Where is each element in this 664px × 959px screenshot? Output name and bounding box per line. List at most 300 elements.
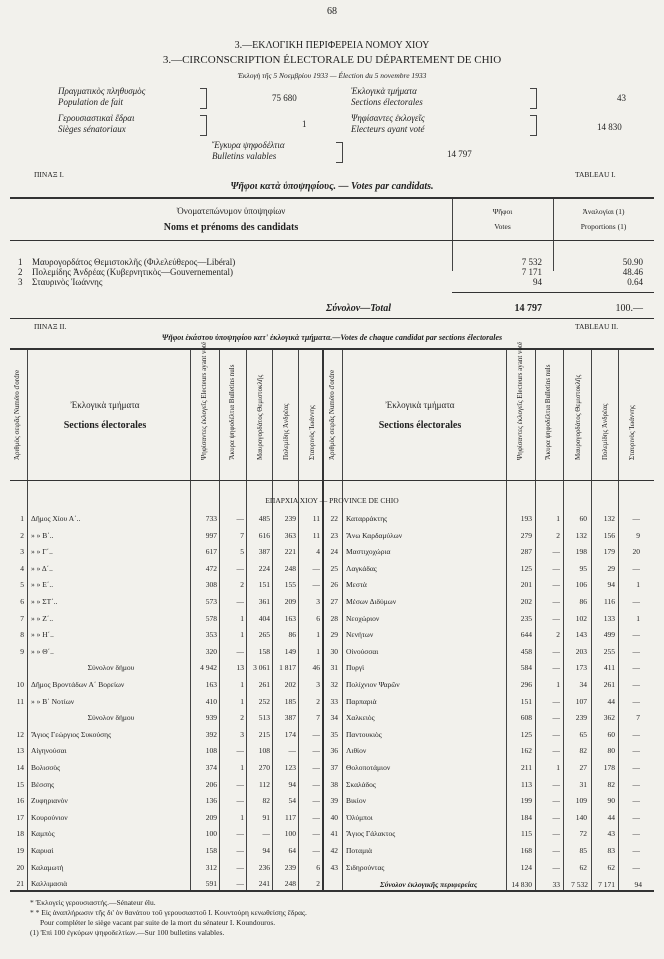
row-number: 10 [16,680,24,689]
row-section-name: » » Γ΄.. [31,547,53,557]
row-candidate2: 44 [607,812,615,822]
t1-row-no: 2 [18,267,23,277]
table-row [0,713,664,729]
row-number: 25 [330,563,338,573]
row-candidate2: 100 [284,829,296,839]
row-void: 1 [556,763,560,772]
row-candidate2: 156 [603,530,615,540]
t2-col-section-fr-left: Sections électorales [63,420,147,431]
row-void: 7 [240,530,244,540]
row-void: — [552,696,560,706]
row-voters: 115 [521,829,532,839]
table-row [0,846,664,862]
row-number: 22 [330,514,338,523]
row-number: 17 [16,812,24,822]
row-voters: 124 [520,862,532,872]
t2-total-c2: 7 171 [598,880,615,889]
table-row [0,746,664,762]
row-void: — [552,796,560,806]
row-candidate1: 112 [259,779,270,789]
table-row [0,796,664,812]
row-voters: 617 [205,547,217,557]
row-void: 3 [240,729,244,739]
row-section-name: Νενήτων [346,630,374,640]
row-section-name: Λαγκάδας [346,563,377,573]
row-candidate1: 82 [579,746,587,756]
row-void: — [552,829,560,839]
row-candidate3: 1 [316,646,320,656]
row-number: 18 [16,829,24,839]
row-candidate2: 116 [604,597,615,606]
row-voters: 608 [520,713,532,723]
t1-total-votes: 14 797 [514,303,542,314]
row-number: 35 [330,729,338,739]
t2-total-c3: 94 [634,880,642,889]
row-candidate2: 411 [604,663,615,673]
row-section-name: Καρυαὶ [31,846,54,855]
row-voters: 202 [520,597,532,606]
row-number: 7 [20,613,24,623]
row-candidate1: 72 [579,829,587,839]
row-void: — [236,514,244,523]
row-void: 1 [240,630,244,640]
sections-label-gr: Ἐκλογικὰ τμήματα [351,86,417,96]
row-voters: 100 [205,829,217,839]
row-candidate2: 82 [607,779,615,789]
row-void: 2 [556,630,560,640]
row-candidate2: 29 [607,563,615,573]
population-label-fr: Population de fait [58,97,123,107]
row-number: 26 [330,580,338,590]
row-section-name: Βέσσης [31,779,55,789]
table-row [0,597,664,613]
table-row [0,663,664,679]
row-number: 2 [20,530,24,540]
row-voters: 184 [520,812,532,822]
row-section-name: Λιθίον [346,746,367,756]
table-row [0,531,664,547]
footnote-3: Pour compléter le siège vacant par suite de la mort du sénateur I. Koundouros. [40,918,276,927]
t1-row-votes: 7 532 [521,257,542,267]
row-section-name: » » Ε΄.. [31,580,54,590]
row-candidate1: 173 [575,663,587,673]
row-voters: 168 [520,846,532,855]
row-candidate1: 270 [258,763,270,772]
population-label-gr: Πραγματικὸς πληθυσμὸς [58,86,146,96]
row-candidate1: 31 [579,779,587,789]
row-candidate1: 34 [579,680,587,689]
row-candidate1: 94 [262,846,270,855]
voters-label-gr: Ψηφίσαντες ἐκλογεῖς [351,113,425,123]
row-candidate1: 65 [579,729,587,739]
row-number: 36 [330,746,338,756]
t2-col-no-right: Ἀριθμὸς σειρᾶς Numéro d'ordre [328,369,336,460]
row-void: — [552,563,560,573]
row-section-name: Νεοχώριον [346,613,380,623]
row-section-name: Μεστὰ [346,580,367,590]
table-row [0,780,664,796]
senatorial-value: 1 [302,119,307,129]
row-voters: 113 [521,779,532,789]
table1-title: Ψῆφοι κατὰ ὑποψηφίους. — Votes par candidats. [230,181,434,192]
election-date: Ἐκλογὴ τῆς 5 Νοεμβρίου 1933 — Élection du 5 novembre 1933 [237,71,427,80]
row-voters: 201 [520,580,532,590]
table-row [0,863,664,879]
row-void: — [236,597,244,606]
row-candidate3: — [312,829,320,839]
row-void: 1 [240,812,244,822]
row-candidate3: 20 [632,547,640,557]
t2-col-c3-right: Σταυρινὸς Ἰωάννης [628,405,636,460]
t1-row-votes: 94 [533,277,542,287]
t1-total-label: Σύνολον—Total [326,303,391,314]
row-candidate3: — [632,563,640,573]
row-voters: 584 [520,663,532,673]
row-voters: 151 [520,696,532,706]
row-section-name: Θολοποτάμιον [346,763,391,772]
row-section-name: » » Ζ΄.. [31,613,54,623]
row-candidate3: — [312,779,320,789]
row-void: — [236,829,244,839]
row-voters: 997 [205,530,217,540]
row-void: — [236,779,244,789]
row-candidate2: 239 [284,514,296,523]
row-candidate3: — [312,580,320,590]
row-section-name: Αἰγηνούσαι [31,746,67,756]
row-candidate3: — [632,812,640,822]
t1-col-prop-gr: Ἀναλογίαι (1) [582,207,625,216]
row-candidate1: 261 [258,680,270,689]
table-row [0,680,664,696]
row-voters: 312 [205,862,217,872]
table-row [0,730,664,746]
t1-col-name-fr: Noms et prénoms des candidats [163,222,299,233]
row-candidate1: 241 [258,879,270,889]
row-candidate1: 158 [258,646,270,656]
row-voters: 206 [205,779,217,789]
table-row [0,697,664,713]
senatorial-label-fr: Sièges sénatoriaux [58,124,126,134]
row-voters: 279 [520,530,532,540]
row-candidate1: 106 [575,580,587,590]
row-void: — [236,746,244,756]
row-voters: 392 [205,729,217,739]
table1-label-fr: TABLEAU I. [575,170,616,179]
row-voters: 644 [520,630,532,640]
row-section-name: Μέσων Διδύμων [346,597,397,606]
t2-col-void-right: Ἄκυρα ψηφοδέλτια Bulletins nuls [544,364,552,460]
row-candidate3: 3 [316,680,320,689]
footnote-1: * Ἐκλογεὶς γερουσιαστής.—Sénateur élu. [30,898,156,907]
row-candidate2: 185 [284,696,296,706]
table-row [0,829,664,845]
row-candidate3: — [632,680,640,689]
row-candidate1: 85 [579,846,587,855]
row-candidate3: — [632,763,640,772]
row-section-name: Οἰνούσσαι [346,646,379,656]
row-voters: 125 [520,729,532,739]
row-voters: 209 [205,812,217,822]
row-candidate3: — [632,862,640,872]
row-candidate2: 248 [284,879,296,889]
row-number: 42 [330,846,338,855]
row-candidate2: 44 [607,696,615,706]
row-candidate3: — [312,563,320,573]
row-candidate1: 203 [575,646,587,656]
row-voters: 193 [520,514,532,523]
row-candidate3: — [312,796,320,806]
row-voters: 4 942 [200,663,217,673]
t2-col-section-gr-left: Ἐκλογικὰ τμήματα [70,400,140,410]
t1-row-prop: 48.46 [622,267,643,277]
row-candidate3: 7 [636,713,640,723]
row-candidate1: 91 [262,812,270,822]
row-candidate3: — [632,597,640,606]
row-candidate3: — [312,729,320,739]
row-number: 16 [16,796,24,806]
table-row [0,763,664,779]
row-section-name: Σιδηρούντας [346,862,385,872]
row-number: 3 [20,547,24,557]
row-candidate1: 361 [258,597,270,606]
row-number: 13 [16,746,24,756]
row-voters: 211 [521,763,532,772]
row-section-name: » » Β΄.. [31,530,54,540]
row-candidate3: — [632,796,640,806]
population-value: 75 680 [272,93,297,103]
row-void: — [552,779,560,789]
row-candidate1: 82 [262,796,270,806]
row-number: 39 [330,796,338,806]
row-candidate3: — [312,812,320,822]
t1-total-prop: 100.— [615,303,643,314]
row-candidate3: — [632,829,640,839]
row-void: — [552,646,560,656]
row-candidate2: 117 [285,812,296,822]
row-candidate1: 86 [579,597,587,606]
row-candidate3: — [632,646,640,656]
row-candidate2: 123 [284,763,296,772]
row-candidate3: — [312,846,320,855]
row-void: — [236,846,244,855]
row-section-name: » » Η΄.. [31,630,54,640]
row-candidate1: 252 [258,696,270,706]
row-candidate1: 3 061 [253,663,270,673]
row-voters: 158 [205,846,217,855]
table2-title: Ψῆφοι ἑκάστου ὑποψηφίου κατ' ἐκλογικὰ τμήματα.—Votes de chaque candidat par sections électorales [161,333,503,342]
row-candidate3: — [632,846,640,855]
t2-total-voters: 14 830 [511,880,532,889]
row-section-name: Ἅγιος Γάλακτος [346,829,396,839]
row-section-name: Καταρράκτης [346,514,388,523]
row-section-name: Σύνολον δήμου [87,713,135,723]
t2-col-section-gr-right: Ἐκλογικὰ τμήματα [385,400,455,410]
row-void: — [552,846,560,855]
row-void: — [552,812,560,822]
page-number: 68 [327,6,337,17]
row-candidate2: 43 [607,829,615,839]
table-row [0,813,664,829]
row-voters: 733 [205,514,217,523]
row-number: 9 [20,646,24,656]
row-candidate3: 4 [316,547,320,557]
row-candidate1: 109 [575,796,587,806]
row-candidate2: 80 [607,746,615,756]
row-voters: 308 [205,580,217,590]
row-candidate1: 62 [579,862,587,872]
row-number: 43 [330,862,338,872]
row-number: 37 [330,763,338,772]
row-candidate1: 132 [575,530,587,540]
row-number: 15 [16,779,24,789]
row-number: 41 [330,829,338,839]
t1-row-prop: 0.64 [627,277,643,287]
row-number: 6 [20,597,24,606]
row-candidate2: 133 [603,613,615,623]
row-number: 23 [330,530,338,540]
t1-row-no: 3 [18,277,23,287]
row-voters: 320 [205,646,217,656]
row-voters: 374 [205,763,217,772]
row-candidate1: 215 [258,729,270,739]
row-candidate1: 224 [258,563,270,573]
row-candidate2: 363 [284,530,296,540]
row-void: 2 [556,530,560,540]
row-voters: 163 [205,680,217,689]
row-candidate2: 132 [603,514,615,523]
t2-col-c2-left: Πολεμίδης Ἀνδρέας [282,403,290,460]
row-void: — [552,580,560,590]
row-number: 28 [330,613,338,623]
row-section-name: Πυργὶ [346,663,365,673]
row-candidate1: 108 [258,746,270,756]
row-candidate3: — [312,746,320,756]
table-row [0,614,664,630]
row-void: 2 [240,580,244,590]
t1-row-votes: 7 171 [521,267,542,277]
row-candidate1: 616 [258,530,270,540]
row-candidate3: — [632,696,640,706]
row-candidate3: — [632,779,640,789]
t2-total-void: 33 [552,880,560,889]
row-voters: 458 [520,646,532,656]
sections-value: 43 [617,93,626,103]
t1-row-name: Σταυρινὸς Ἰωάννης [32,277,103,287]
row-candidate1: 27 [579,763,587,772]
row-number: 1 [20,514,24,523]
row-void: — [552,613,560,623]
row-void: — [236,796,244,806]
row-voters: 353 [205,630,217,640]
t1-row-name: Μαυρογορδάτος Θεμιστοκλῆς (Φιλελεύθερος—Libéral) [32,257,236,267]
province-heading: ΕΠΑΡΧΙΑ ΧΙΟΥ — PROVINCE DE CHIO [265,496,399,505]
row-candidate2: 221 [284,547,296,557]
t2-col-void-left: Ἄκυρα ψηφοδέλτια Bulletins nuls [228,364,236,460]
row-section-name: Μαστιχοχώρια [346,547,391,557]
row-candidate2: 255 [603,646,615,656]
row-candidate1: 404 [258,613,270,623]
row-void: — [236,879,244,889]
row-candidate3: 11 [312,514,320,523]
t2-total-c1: 7 532 [571,880,588,889]
title-french: 3.—CIRCONSCRIPTION ÉLECTORALE DU DÉPARTEMENT DE CHIO [162,54,502,66]
row-void: — [552,597,560,606]
row-candidate3: — [632,663,640,673]
row-candidate3: 3 [316,597,320,606]
row-candidate1: 140 [575,812,587,822]
row-candidate1: 107 [575,696,587,706]
t1-col-name-gr: Ὀνοματεπώνυμον ὑποψηφίων [176,206,286,216]
row-candidate1: 239 [575,713,587,723]
table-row [0,580,664,596]
t1-row-name: Πολεμίδης Ἀνδρέας (Κυβερνητικὸς—Gouvernemental) [32,267,233,277]
senatorial-label-gr: Γερουσιαστικαὶ ἕδραι [58,113,135,123]
t2-col-voters-right: Ψηφίσαντες ἐκλογεῖς Electeurs ayant voté [516,341,524,460]
row-candidate2: 90 [607,796,615,806]
row-section-name: Σκαλάδος [346,779,376,789]
row-candidate1: 387 [258,547,270,557]
row-candidate1: 485 [258,514,270,523]
row-candidate3: — [632,746,640,756]
row-candidate2: 261 [603,680,615,689]
row-void: — [236,862,244,872]
t2-col-c2-right: Πολεμίδης Ἀνδρέας [601,403,609,460]
row-candidate2: 155 [284,580,296,590]
row-candidate3: 46 [312,663,320,673]
row-candidate2: 387 [284,713,296,723]
row-candidate3: 1 [636,613,640,623]
row-candidate1: — [262,829,270,839]
t1-row-no: 1 [18,257,23,267]
row-candidate1: 95 [579,563,587,573]
row-candidate2: 174 [284,729,296,739]
row-candidate1: 151 [258,580,270,590]
row-number: 19 [16,846,24,855]
row-candidate3: 7 [316,713,320,723]
row-candidate1: 198 [575,547,587,557]
row-number: 40 [330,812,338,822]
row-voters: 235 [520,613,532,623]
row-candidate2: 1 817 [279,663,296,673]
row-section-name: » » ΣΤ΄.. [31,597,58,606]
row-void: — [552,746,560,756]
row-voters: 578 [205,613,217,623]
row-candidate2: 60 [607,729,615,739]
row-candidate3: 2 [316,879,320,889]
row-candidate2: 499 [603,630,615,640]
row-void: 5 [240,547,244,557]
row-candidate1: 143 [575,630,587,640]
row-void: — [236,563,244,573]
row-candidate1: 513 [258,713,270,723]
t2-col-c1-right: Μαυρογορδάτος Θεμιστοκλῆς [574,374,582,460]
row-candidate3: — [632,630,640,640]
row-candidate2: — [288,746,296,756]
row-void: 1 [240,613,244,623]
row-candidate1: 60 [579,514,587,523]
voters-label-fr: Electeurs ayant voté [351,124,425,134]
t2-col-c1-left: Μαυρογορδάτος Θεμιστοκλῆς [256,374,264,460]
t1-col-votes-gr: Ψῆφοι [492,207,513,216]
row-number: 34 [330,713,338,723]
row-candidate3: — [312,763,320,772]
table1-label-gr: ΠΙΝΑΞ I. [34,170,64,179]
row-section-name: Δῆμος Χίου Α΄.. [31,514,81,523]
row-void: 1 [240,680,244,689]
row-candidate2: 64 [288,846,296,855]
row-section-name: Παντουκιὸς [346,729,382,739]
row-section-name: Σύνολον δήμου [87,663,135,673]
